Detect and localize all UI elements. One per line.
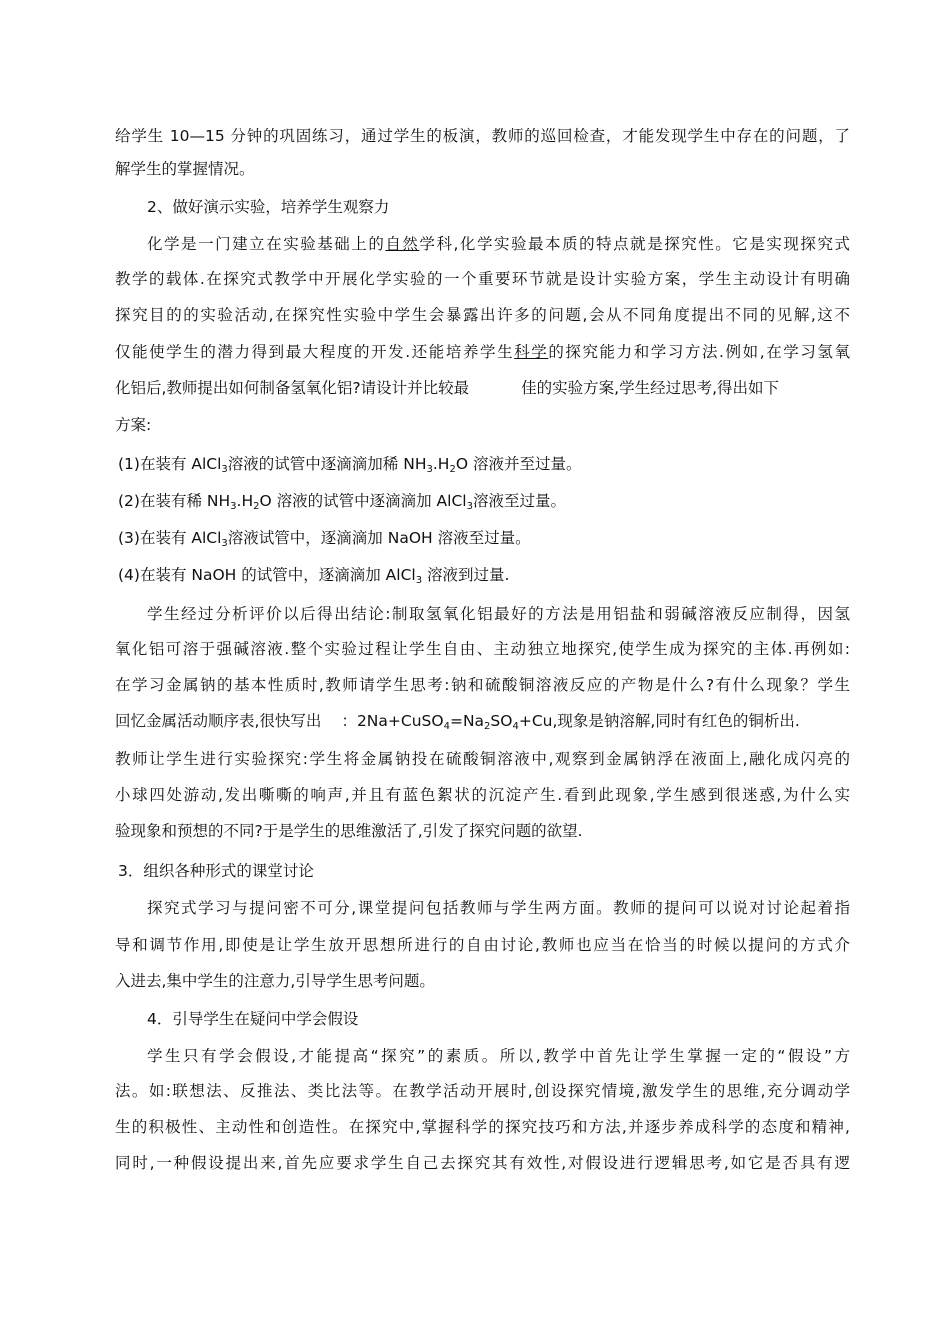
option-item: (2)在装有稀 $NH_3.H_2O$ 溶液的试管中逐滴滴加 AlCl$_3$溶液至过量。 — [118, 492, 566, 512]
paragraph-line: 探究目的的实验活动,在探究性实验中学生会暴露出许多的问题,会从不同角度提出不同的见解,这不 — [115, 306, 850, 324]
hyperlink-science[interactable]: 科学 — [514, 343, 549, 361]
paragraph-line: 同时,一种假设提出来,首先应要求学生自己去探究其有效性,对假设进行逻辑思考,如它是否具有逻 — [115, 1154, 850, 1172]
paragraph-line: 回忆金属活动顺序表,很快写出 ：$2Na+CuSO_4=Na_2SO_4+Cu$,现象是钠溶解,同时有红色的铜析出. — [115, 712, 800, 732]
paragraph-line: 给学生 10—15 分钟的巩固练习，通过学生的板演，教师的巡回检查，才能发现学生中存在的问题，了 — [115, 127, 850, 145]
paragraph-line: 导和调节作用,即使是让学生放开思想所进行的自由讨论,教师也应当在恰当的时候以提问的方式介 — [115, 936, 850, 954]
option-item: (1)在装有 AlCl$_3$溶液的试管中逐滴滴加稀 $NH_3.H_2O$ 溶液并至过量。 — [118, 455, 582, 475]
paragraph-line: 解学生的掌握情况。 — [115, 160, 255, 178]
paragraph-line: 学生只有学会假设,才能提高“探究”的素质。所以,教学中首先让学生掌握一定的“假设”方 — [147, 1047, 850, 1065]
paragraph-line: 法。如:联想法、反推法、类比法等。在教学活动开展时,创设探究情境,激发学生的思维,充分调动学 — [115, 1082, 850, 1100]
paragraph-line: 氧化铝可溶于强碱溶液.整个实验过程让学生自由、主动独立地探究,使学生成为探究的主体.再例如: — [115, 640, 850, 658]
section-heading: 4．引导学生在疑问中学会假设 — [147, 1010, 359, 1028]
section-heading: 3．组织各种形式的课堂讨论 — [118, 862, 314, 880]
paragraph-line: 学生经过分析评价以后得出结论:制取氢氧化铝最好的方法是用铝盐和弱碱溶液反应制得，因氢 — [147, 605, 850, 623]
option-item: (4)在装有 NaOH 的试管中，逐滴滴加 AlCl$_3$ 溶液到过量. — [118, 566, 510, 586]
paragraph-line: 仅能使学生的潜力得到最大程度的开发.还能培养学生科学的探究能力和学习方法.例如,在学习氢氧 — [115, 343, 850, 361]
paragraph-line: 教师让学生进行实验探究:学生将金属钠投在硫酸铜溶液中,观察到金属钠浮在液面上,融化成闪亮的 — [115, 750, 850, 768]
paragraph-line: 方案: — [115, 416, 152, 434]
paragraph-line: 验现象和预想的不同?于是学生的思维激活了,引发了探究问题的欲望. — [115, 822, 583, 840]
paragraph-line: 化学是一门建立在实验基础上的自然学科,化学实验最本质的特点就是探究性。它是实现探究式 — [147, 235, 850, 253]
section-heading: 2、做好演示实验，培养学生观察力 — [147, 198, 390, 216]
paragraph-line: 小球四处游动,发出嘶嘶的响声,并且有蓝色絮状的沉淀产生.看到此现象,学生感到很迷惑,为什么实 — [115, 786, 850, 804]
option-item: (3)在装有 AlCl$_3$溶液试管中，逐滴滴加 NaOH 溶液至过量。 — [118, 529, 531, 549]
paragraph-line: 化铝后,教师提出如何制备氢氧化铝?请设计并比较最 佳的实验方案,学生经过思考,得出如下 — [115, 379, 780, 397]
paragraph-line: 探究式学习与提问密不可分,课堂提问包括教师与学生两方面。教师的提问可以说对讨论起着指 — [147, 899, 850, 917]
paragraph-line: 在学习金属钠的基本性质时,教师请学生思考:钠和硫酸铜溶液反应的产物是什么?有什么现象？学生 — [115, 676, 850, 694]
paragraph-line: 教学的载体.在探究式教学中开展化学实验的一个重要环节就是设计实验方案，学生主动设计有明确 — [115, 270, 850, 288]
paragraph-line: 生的积极性、主动性和创造性。在探究中,掌握科学的探究技巧和方法,并逐步养成科学的态度和精神, — [115, 1118, 850, 1136]
paragraph-line: 入进去,集中学生的注意力,引导学生思考问题。 — [115, 972, 435, 990]
hyperlink-natural[interactable]: 自然 — [385, 235, 420, 253]
